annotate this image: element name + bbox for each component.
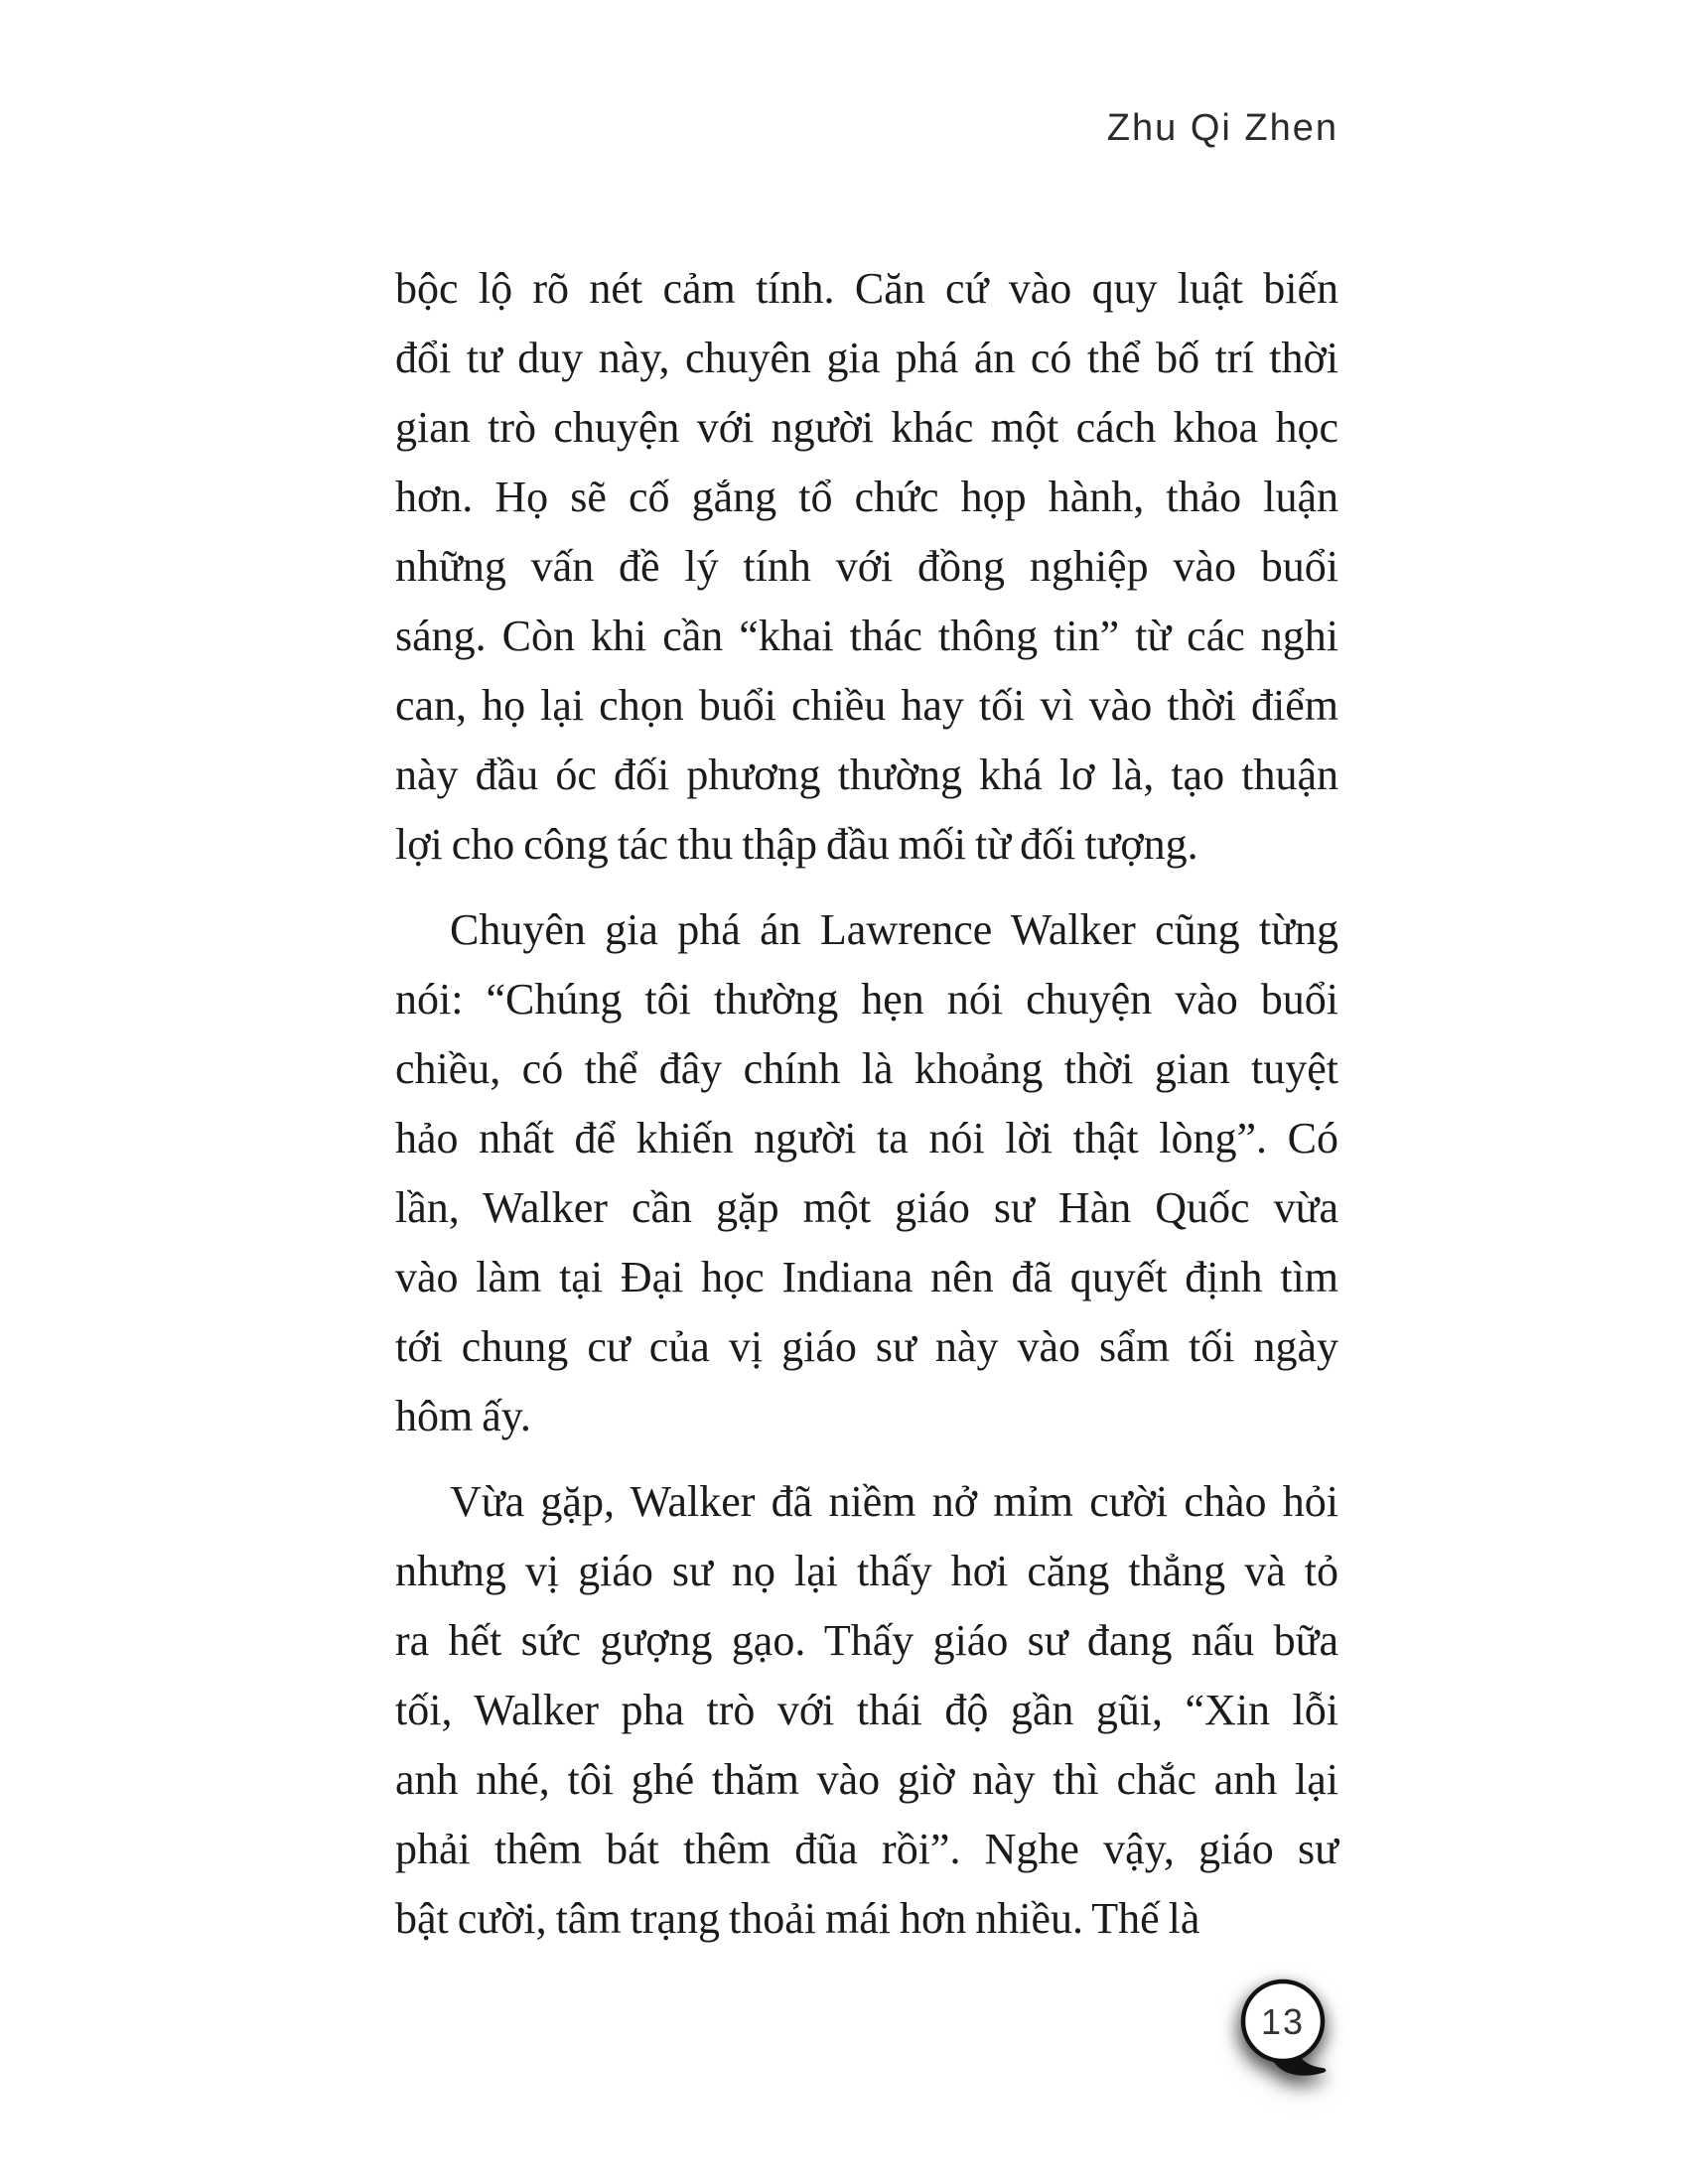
speech-bubble-icon (1231, 1974, 1350, 2093)
text-line: tối, Walker pha trò với thái độ gần gũi, “Xin lỗi (395, 1686, 1338, 1734)
text-line: Vừa gặp, Walker đã niềm nở mỉm cười chào hỏi (450, 1477, 1338, 1526)
paragraph (395, 1467, 1338, 1954)
text-line: anh nhé, tôi ghé thăm vào giờ này thì chắc anh lại (395, 1755, 1338, 1804)
text-line: Chuyên gia phá án Lawrence Walker cũng từng (450, 905, 1338, 954)
paragraph (395, 895, 1338, 1451)
text-line: lợi cho công tác thu thập đầu mối từ đối tượng. (395, 820, 1198, 869)
body-text (395, 254, 1338, 1954)
running-head-title: Zhu Qi Zhen (1106, 107, 1338, 149)
text-line: đổi tư duy này, chuyên gia phá án có thể bố trí thời (395, 334, 1338, 382)
text-line: lần, Walker cần gặp một giáo sư Hàn Quốc vừa (395, 1183, 1338, 1232)
text-line: hôm ấy. (395, 1392, 531, 1440)
page-number: 13 (1260, 2001, 1306, 2042)
text-line: tới chung cư của vị giáo sư này vào sẩm tối ngày (395, 1322, 1338, 1371)
text-line: chiều, có thể đây chính là khoảng thời gian tuyệt (395, 1044, 1338, 1093)
text-line: nhưng vị giáo sư nọ lại thấy hơi căng thẳng và tỏ (395, 1547, 1338, 1595)
text-line: gian trò chuyện với người khác một cách khoa học (395, 403, 1338, 452)
text-line: ra hết sức gượng gạo. Thấy giáo sư đang nấu bữa (395, 1616, 1338, 1665)
text-line: hơn. Họ sẽ cố gắng tổ chức họp hành, thảo luận (395, 473, 1338, 521)
paragraph (395, 254, 1338, 880)
running-head (395, 107, 1338, 150)
text-line: can, họ lại chọn buổi chiều hay tối vì vào thời điểm (395, 681, 1338, 730)
text-line: bật cười, tâm trạng thoải mái hơn nhiều. Thế là (395, 1894, 1200, 1943)
text-line: phải thêm bát thêm đũa rồi”. Nghe vậy, giáo sư (395, 1825, 1338, 1873)
text-line: hảo nhất để khiến người ta nói lời thật lòng”. Có (395, 1114, 1338, 1162)
text-line: này đầu óc đối phương thường khá lơ là, tạo thuận (395, 751, 1338, 799)
text-line: những vấn đề lý tính với đồng nghiệp vào buổi (395, 542, 1338, 591)
text-line: vào làm tại Đại học Indiana nên đã quyết định tìm (395, 1253, 1338, 1301)
text-line: nói: “Chúng tôi thường hẹn nói chuyện vào buổi (395, 975, 1338, 1024)
text-line: bộc lộ rõ nét cảm tính. Căn cứ vào quy luật biến (395, 264, 1338, 313)
page-number-bubble (1231, 1974, 1350, 2093)
text-line: sáng. Còn khi cần “khai thác thông tin” từ các nghi (395, 612, 1338, 660)
